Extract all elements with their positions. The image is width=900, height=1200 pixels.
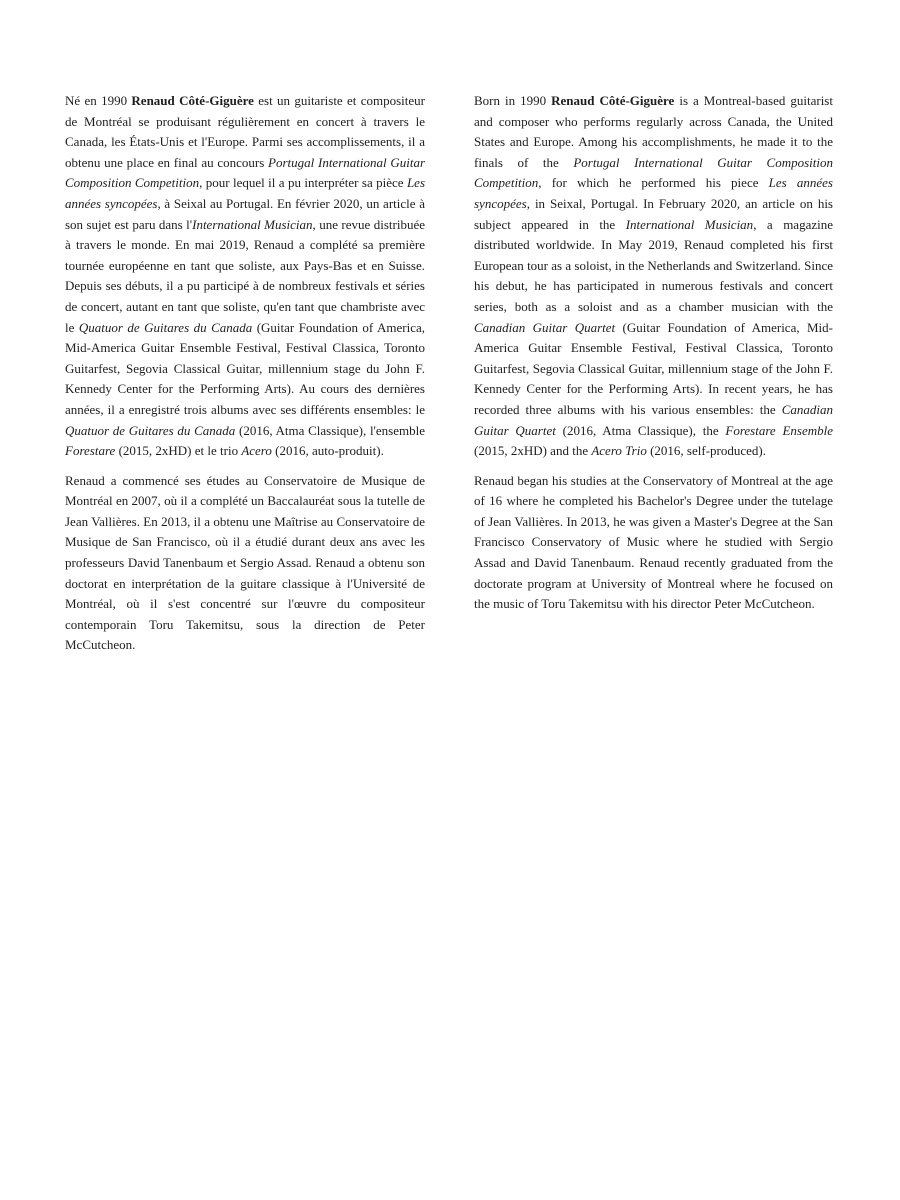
text-segment: , pour lequel il a pu interpréter sa pièce bbox=[199, 175, 407, 191]
english-paragraph-2: Renaud began his studies at the Conservatory of Montreal at the age of 16 where he completed his Bachelor's Degree under the tutelage of Jean Vallières. In 2013, he was given a Master's Degree at the San Francisco Conservatory of Music where he studied with Sergio Assad and David Tanenbaum. Renaud recently graduated from the doctorate program at University of Montreal where he focused on the music of Toru Takemitsu with his director Peter McCutcheon. bbox=[474, 472, 833, 612]
magazine-title: International Musician bbox=[192, 216, 313, 232]
french-paragraph-1 bbox=[65, 91, 425, 462]
text-segment: , in Seixal, Portugal. In February 2020, an article on his subject appeared in the bbox=[474, 195, 833, 232]
ensemble-title: Forestare Ensemble bbox=[725, 422, 833, 438]
ensemble-title: Forestare bbox=[65, 443, 116, 459]
artist-name: Renaud Côté-Giguère bbox=[131, 93, 254, 108]
trio-title: Acero bbox=[241, 443, 272, 459]
competition-title: Portugal International Guitar Composition Competition bbox=[474, 154, 833, 191]
french-paragraph-2: Renaud a commencé ses études au Conservatoire de Musique de Montréal en 2007, où il a complété un Baccalauréat sous la tutelle de Jean Vallières. En 2013, il a obtenu une Maîtrise au Conservatoire de Musique de San Francisco, où il a étudié durant deux ans avec les professeurs David Tanenbaum et Sergio Assad. Renaud a obtenu son doctorat en interprétation de la guitare classique à l'Université de Montréal, où il s'est concentré sur l'œuvre du compositeur contemporain Toru Takemitsu, sous la direction de Peter McCutcheon. bbox=[65, 472, 425, 653]
text-segment: (Guitar Foundation of America, Mid-America Guitar Ensemble Festival, Festival Classica, Toronto Guitarfest, Segovia Classical Guitar, millennium stage du John F. Kennedy Center for the Performing Arts). Au cours des dernières années, il a enregistré trois albums avec ses différents ensembles: le bbox=[65, 319, 425, 417]
text-segment: , a magazine distributed worldwide. In May 2019, Renaud completed his first European tour as a soloist, in the Netherlands and Switzerland. Since his debut, he has participated in numerous festivals and concert series, both as a soloist and as a chamber musician with the bbox=[474, 216, 833, 314]
english-paragraph-1 bbox=[474, 91, 833, 462]
text-segment: , une revue distribuée à travers le monde. En mai 2019, Renaud a complété sa première tournée européenne en tant que soliste, aux Pays-Bas et en Suisse. Depuis ses débuts, il a pu participé à de nombreux festivals et séries de concert, autant en tant que soliste, qu'en tant que chambriste avec le bbox=[65, 216, 425, 335]
magazine-title: International Musician bbox=[625, 216, 754, 232]
text-segment: (2016, Atma Classique), the bbox=[555, 422, 726, 438]
text-segment: , à Seixal au Portugal. En février 2020, un article à son sujet est paru dans l' bbox=[65, 195, 425, 232]
english-column bbox=[474, 91, 833, 624]
french-column bbox=[65, 91, 425, 665]
piece-title: Les années syncopées bbox=[474, 175, 833, 211]
artist-name: Renaud Côté-Giguère bbox=[551, 93, 675, 108]
text-segment: (2016, auto-produit). bbox=[271, 443, 384, 459]
quartet-title: Canadian Guitar Quartet bbox=[474, 319, 616, 335]
quartet-title: Quatuor de Guitares du Canada bbox=[78, 319, 253, 335]
piece-title: Les années syncopées bbox=[65, 175, 425, 211]
text-segment: (2015, 2xHD) et le trio bbox=[115, 443, 242, 459]
text-segment: est un guitariste et compositeur de Montréal se produisant régulièrement en concert à travers le Canada, les États-Unis et l'Europe. Parmi ses accomplissements, il a obtenu une place en final au concours bbox=[65, 93, 425, 170]
trio-title: Acero Trio bbox=[591, 443, 647, 459]
text-segment: Né en 1990 bbox=[65, 93, 132, 108]
text-segment: is a Montreal-based guitarist and composer who performs regularly across Canada, the United States and Europe. Among his accomplishments, he made it to the finals of the bbox=[474, 93, 833, 170]
text-segment: Born in 1990 bbox=[474, 93, 552, 108]
competition-title: Portugal International Guitar Composition Competition bbox=[65, 154, 426, 191]
text-segment: (Guitar Foundation of America, Mid-America Guitar Ensemble Festival, Festival Classica, Toronto Guitarfest, Segovia Classical Guitar, millennium stage of the John F. Kennedy Center for the Performing Arts). In recent years, he has recorded three albums with his various ensembles: the bbox=[474, 319, 833, 417]
text-segment: (2015, 2xHD) and the bbox=[474, 443, 592, 459]
text-segment: (2016, self-produced). bbox=[646, 443, 766, 459]
quartet-title: Canadian Guitar Quartet bbox=[474, 401, 833, 438]
quartet-title: Quatuor de Guitares du Canada bbox=[65, 422, 236, 438]
text-segment: , for which he performed his piece bbox=[538, 175, 769, 191]
text-segment: (2016, Atma Classique), l'ensemble bbox=[235, 422, 425, 438]
